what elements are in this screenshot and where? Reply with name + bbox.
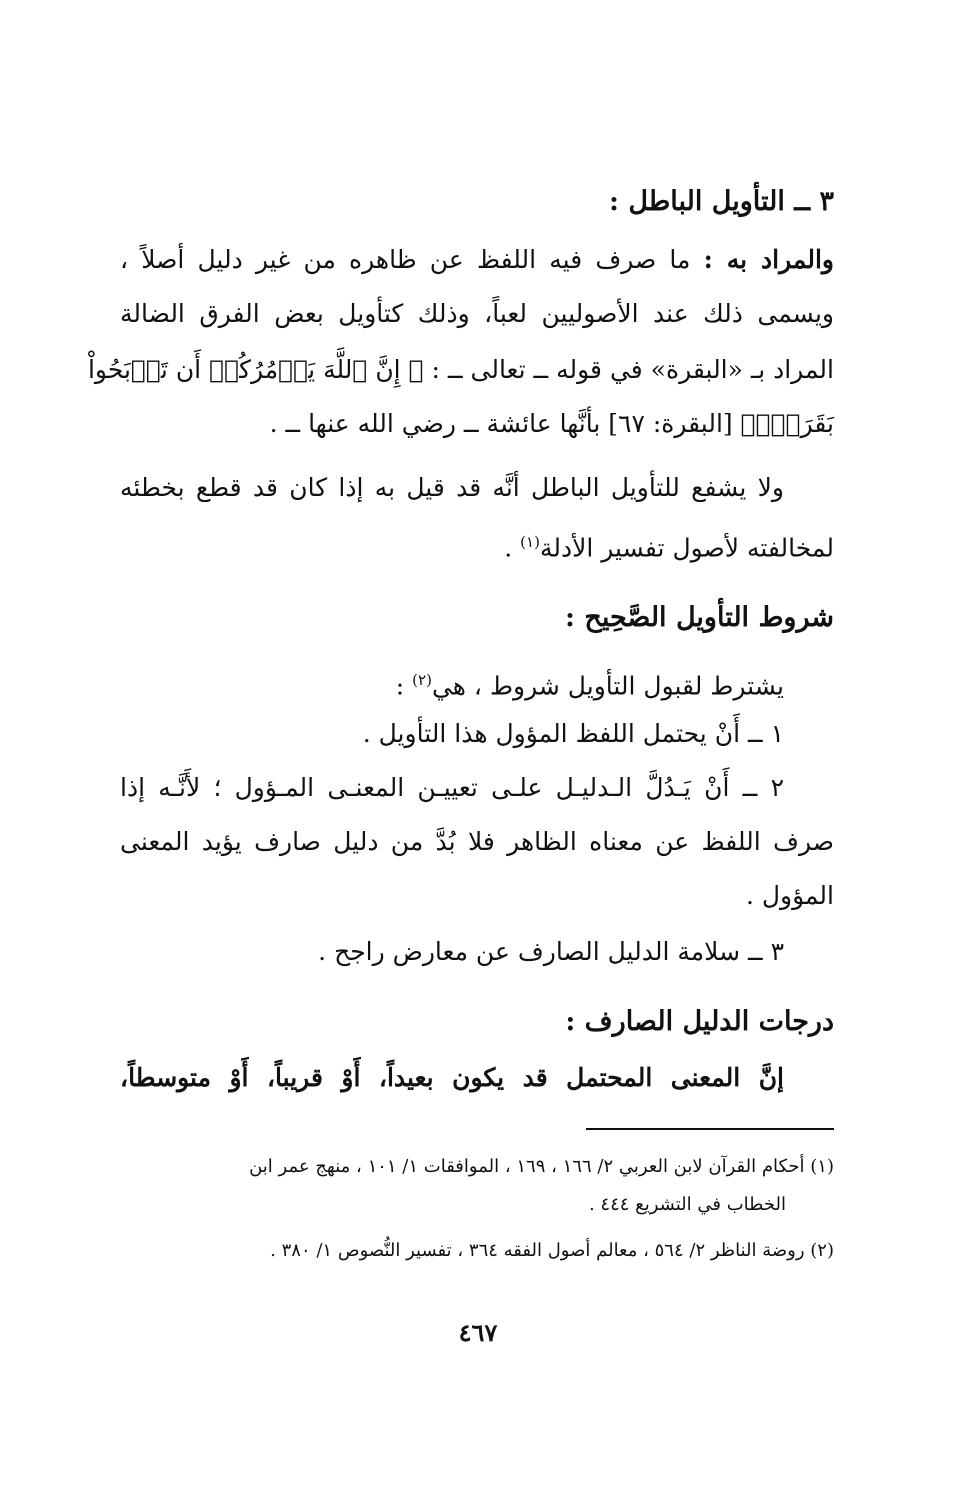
condition-item-3: ٣ ــ سلامة الدليل الصارف عن معارض راجح . <box>318 937 784 966</box>
footnote-2: (٢) روضة الناظر ٢/ ٥٦٤ ، معالم أصول الفقه ٣٦٤ ، تفسير النُّصوص ١/ ٣٨٠ . <box>270 1240 834 1261</box>
section-heading-degrees: درجات الدليل الصارف : <box>565 1006 834 1037</box>
condition-item-2-line-2: صرف اللفظ عن معناه الظاهر فلا بُدَّ من دليل صارف يؤيد المعنى <box>120 827 834 856</box>
footnote-separator <box>586 1128 834 1130</box>
paragraph-end: . <box>504 533 521 563</box>
condition-item-2-line-1: ٢ ــ أَنْ يَـدُلَّ الـدليـل علـى تعييـن المعنـى المـؤول ؛ لأَنَّـه إذا <box>120 773 784 802</box>
paragraph-line-quran-verse: المراد بـ «البقرة» في قوله ــ تعالى ــ : ﴿ إِنَّ ٱللَّهَ يَأۡمُرُكُمۡ أَن تَذۡبَحُواْ <box>87 355 834 384</box>
conditions-intro <box>120 660 784 700</box>
definition-lead: والمراد به : <box>703 245 834 274</box>
paragraph-text: لمخالفته لأصول تفسير الأدلة <box>539 533 834 563</box>
footnote-marker-2: (٢) <box>412 671 432 689</box>
section-heading-valid-conditions: شروط التأويل الصَّحِيح : <box>565 602 834 633</box>
footnote-1-line-1: (١) أحكام القرآن لابن العربي ٢/ ١٦٦ ، ١٦٩ ، الموافقات ١/ ١٠١ ، منهج عمر ابن <box>249 1156 834 1177</box>
condition-item-1: ١ ــ أَنْ يحتمل اللفظ المؤول هذا التأويل . <box>362 719 784 748</box>
paragraph-line-with-footnote <box>120 522 834 562</box>
paragraph-line: ولا يشفع للتأويل الباطل أنَّه قد قيل به إذا كان قد قطع بخطئه <box>120 473 784 502</box>
paragraph-line-verse-end: بَقَرَةٗۖ﴾ [البقرة: ٦٧] بأنَّها عائشة ــ رضي الله عنها ــ . <box>269 409 834 438</box>
definition-text: ما صرف فيه اللفظ عن ظاهره من غير دليل أصلاً ، <box>120 245 704 274</box>
footnote-marker-1: (١) <box>520 533 540 551</box>
paragraph-line: ويسمى ذلك عند الأصوليين لعباً، وذلك كتأويل بعض الفرق الضالة <box>120 299 834 328</box>
section-heading-false-interpretation: ٣ ــ التأويل الباطل : <box>608 186 834 217</box>
footnote-1-line-2: الخطاب في التشريع ٤٤٤ . <box>588 1194 786 1215</box>
conditions-intro-end: : <box>395 671 413 701</box>
conditions-intro-text: يشترط لقبول التأويل شروط ، هي <box>431 671 784 701</box>
page-number: ٤٦٧ <box>458 1318 498 1347</box>
degrees-line-1: إنَّ المعنى المحتمل قد يكون بعيداً، أَوْ قريباً، أَوْ متوسطاً، <box>120 1063 784 1092</box>
definition-line-1 <box>120 240 834 280</box>
condition-item-2-line-3: المؤول . <box>745 881 834 910</box>
